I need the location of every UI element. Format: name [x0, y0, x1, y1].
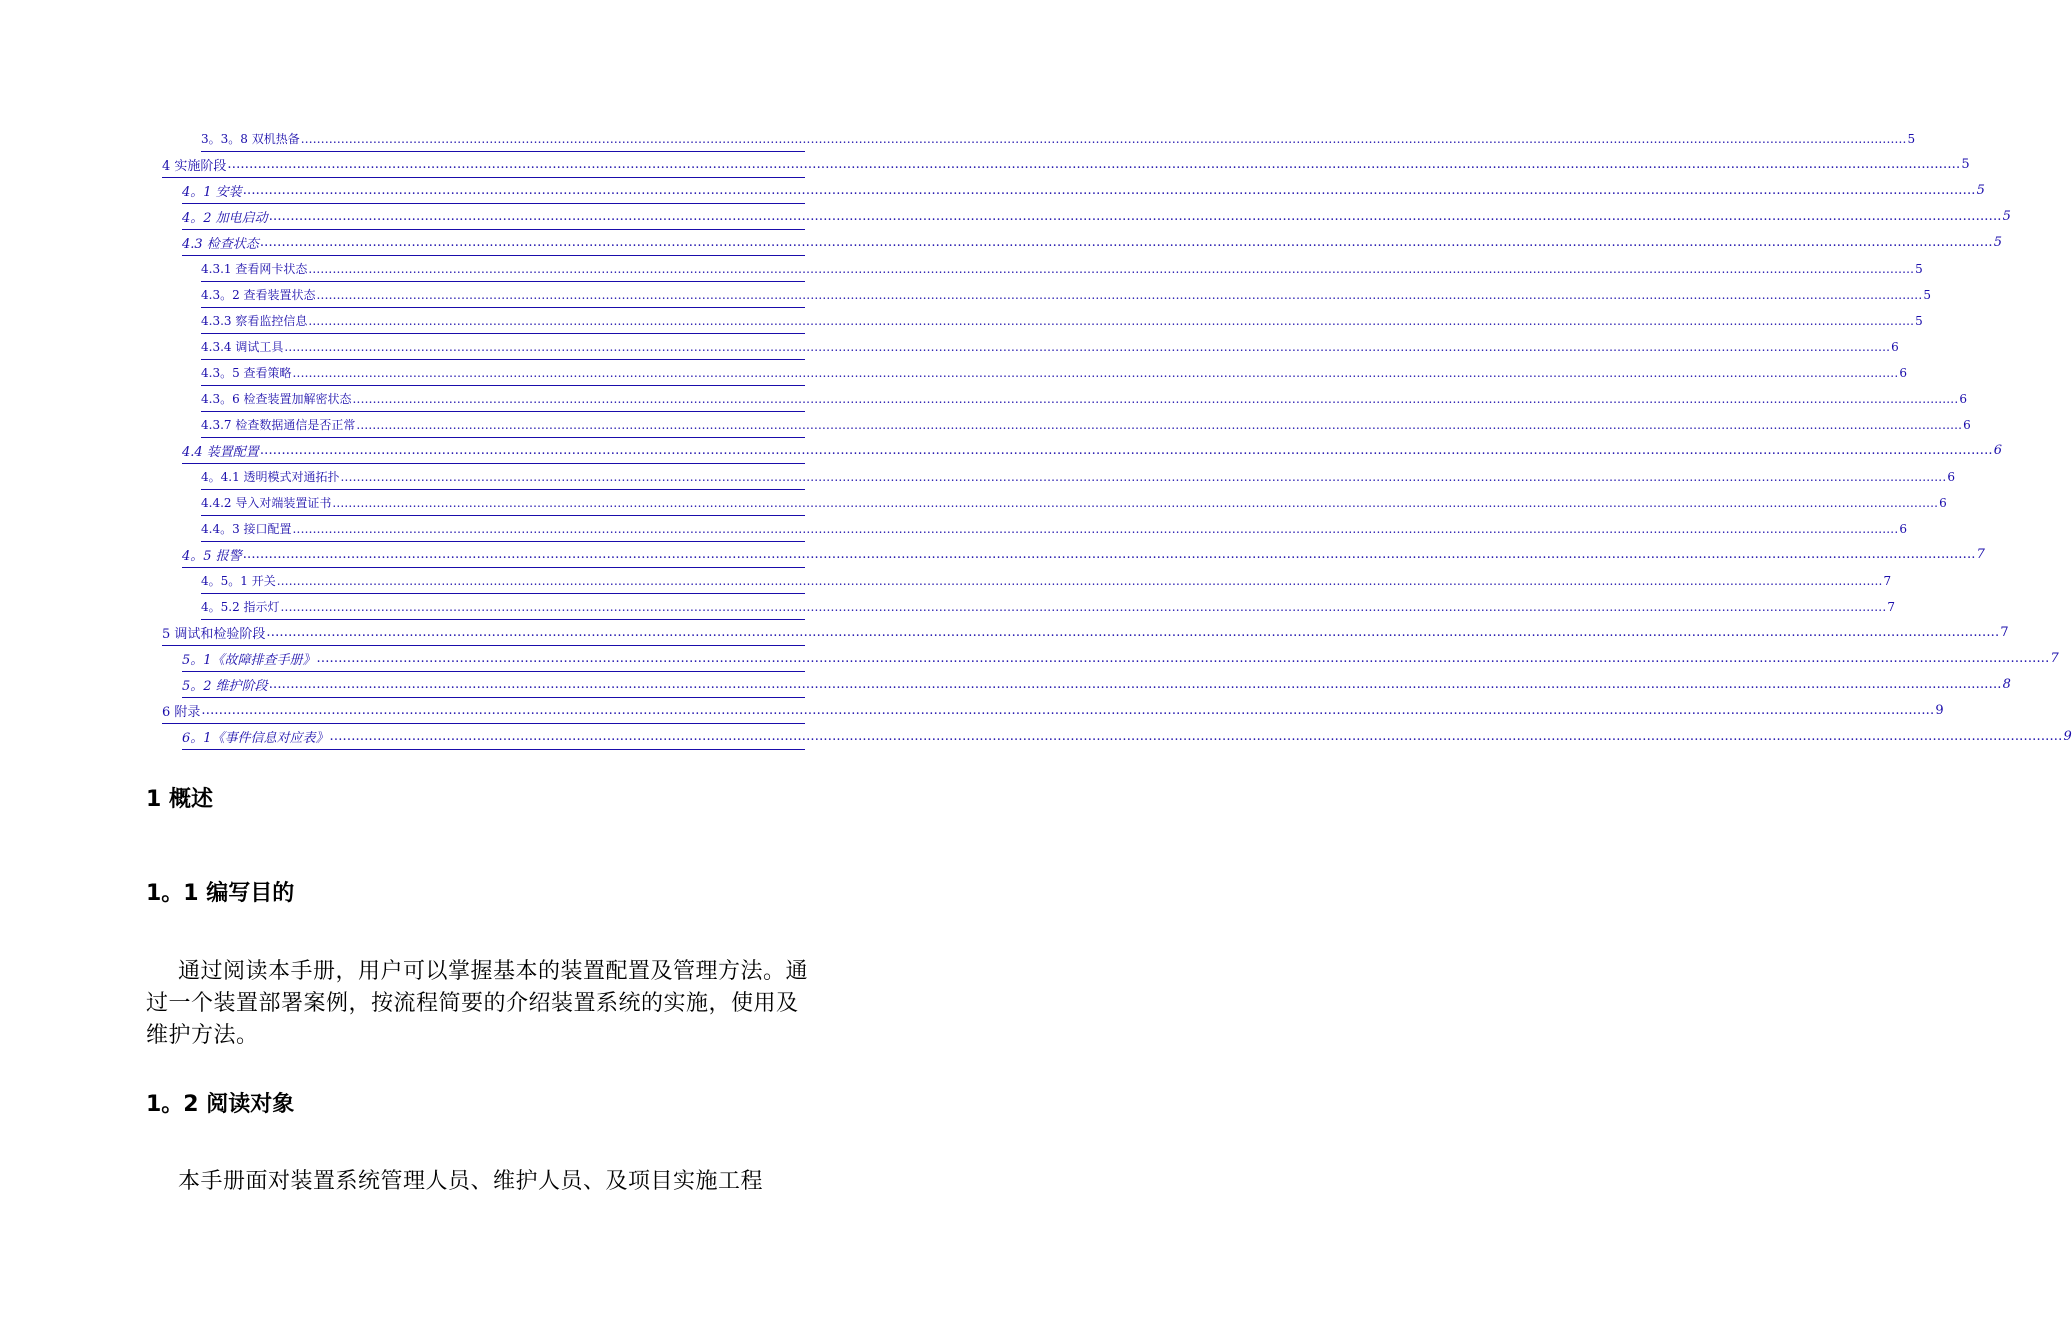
toc-entry-row — [182, 672, 2011, 698]
toc-entry-title: 4.3.1 查看网卡状态 — [201, 262, 308, 276]
paragraph-readers: 本手册面对装置系统管理人员、维护人员、及项目实施工程 — [178, 1169, 764, 1194]
toc-entry[interactable] — [0, 282, 1931, 308]
toc-entry[interactable] — [0, 334, 1899, 360]
toc-dot-leader: ................................................................................................................................................................................................................................................................................................................................................................................................................ — [242, 183, 1976, 198]
toc-entry-title: 4.3.7 检查数据通信是否正常 — [201, 418, 356, 432]
toc-dot-leader: ................................................................................................................................................................................................................................................................................................................................................................................................................ — [329, 729, 2063, 744]
toc-entry-row — [182, 724, 2072, 750]
toc-entry-row — [182, 230, 2003, 256]
toc-entry-title: 6。1《事件信息对应表》 — [182, 731, 329, 746]
toc-entry-row — [201, 568, 1892, 594]
toc-dot-leader: ................................................................................................................................................................................................................................................................................................................................................................................................................ — [276, 573, 1883, 588]
toc-dot-leader: ................................................................................................................................................................................................................................................................................................................................................................................................................ — [332, 495, 1939, 510]
toc-entry-page-number: 5 — [1976, 183, 1985, 198]
toc-entry-row — [201, 308, 1923, 334]
toc-entry-row — [201, 386, 1967, 412]
toc-dot-leader: ................................................................................................................................................................................................................................................................................................................................................................................................................ — [227, 157, 1961, 172]
toc-entry-title: 4。5.2 指示灯 — [201, 600, 280, 614]
toc-entry-row — [201, 594, 1895, 620]
toc-entry-row — [201, 126, 1916, 152]
toc-entry-page-number: 7 — [2050, 651, 2059, 666]
toc-dot-leader: ................................................................................................................................................................................................................................................................................................................................................................................................................ — [280, 599, 1887, 614]
heading-writing-purpose: 1。1 编写目的 — [146, 881, 295, 906]
toc-entry[interactable] — [0, 672, 2011, 698]
toc-entry[interactable] — [0, 490, 1947, 516]
toc-dot-leader: ................................................................................................................................................................................................................................................................................................................................................................................................................ — [292, 521, 1899, 536]
toc-dot-leader: ................................................................................................................................................................................................................................................................................................................................................................................................................ — [268, 677, 2002, 692]
toc-dot-leader: ................................................................................................................................................................................................................................................................................................................................................................................................................ — [259, 235, 1993, 250]
toc-dot-leader: ................................................................................................................................................................................................................................................................................................................................................................................................................ — [242, 547, 1976, 562]
toc-entry-title: 5。1《故障排查手册》 — [182, 653, 316, 668]
toc-entry-row — [201, 256, 1923, 282]
toc-entry-page-number: 5 — [1915, 261, 1923, 276]
heading-overview: 1 概述 — [146, 787, 213, 812]
toc-entry[interactable] — [0, 412, 1971, 438]
toc-entry[interactable] — [0, 516, 1907, 542]
toc-entry[interactable] — [0, 542, 1985, 568]
toc-entry[interactable] — [0, 464, 1955, 490]
toc-entry[interactable] — [0, 594, 1895, 620]
toc-dot-leader: ................................................................................................................................................................................................................................................................................................................................................................................................................ — [259, 443, 1993, 458]
toc-dot-leader: ................................................................................................................................................................................................................................................................................................................................................................................................................ — [340, 469, 1947, 484]
toc-entry-page-number: 7 — [1976, 547, 1985, 562]
toc-entry-page-number: 5 — [1993, 235, 2003, 250]
heading-readers: 1。2 阅读对象 — [146, 1092, 295, 1117]
toc-dot-leader: ................................................................................................................................................................................................................................................................................................................................................................................................................ — [292, 365, 1899, 380]
toc-entry-row — [182, 542, 1985, 568]
toc-dot-leader: ................................................................................................................................................................................................................................................................................................................................................................................................................ — [352, 391, 1959, 406]
paragraph-writing-purpose: 通过阅读本手册，用户可以掌握基本的装置配置及管理方法。通过一个装置部署案例，按流程简要的介绍装置系统的实施，使用及维护方法。 — [146, 959, 809, 1048]
toc-entry-row — [162, 152, 1970, 178]
toc-entry-page-number: 6 — [1993, 443, 2003, 458]
toc-entry-page-number: 5 — [2002, 209, 2011, 224]
toc-entry-page-number: 5 — [1923, 287, 1931, 302]
toc-entry-title: 4.4 装置配置 — [182, 445, 259, 460]
toc-entry-title: 4.4。3 接口配置 — [201, 522, 292, 536]
toc-dot-leader: ................................................................................................................................................................................................................................................................................................................................................................................................................ — [201, 703, 1935, 718]
table-of-contents — [0, 126, 2072, 750]
toc-entry-row — [162, 698, 1944, 724]
toc-entry[interactable] — [0, 386, 1967, 412]
toc-entry-page-number: 6 — [1891, 339, 1899, 354]
toc-entry-page-number: 8 — [2002, 677, 2011, 692]
toc-entry[interactable] — [0, 620, 2009, 646]
toc-entry-row — [201, 464, 1955, 490]
toc-dot-leader: ................................................................................................................................................................................................................................................................................................................................................................................................................ — [300, 131, 1907, 146]
toc-dot-leader: ................................................................................................................................................................................................................................................................................................................................................................................................................ — [308, 261, 1915, 276]
toc-entry[interactable] — [0, 308, 1923, 334]
toc-entry-page-number: 7 — [1883, 573, 1892, 588]
toc-entry-title: 4。1 安装 — [182, 185, 242, 200]
toc-entry-page-number: 6 — [1899, 521, 1907, 536]
toc-entry-page-number: 5 — [1907, 131, 1916, 146]
toc-entry[interactable] — [0, 568, 1892, 594]
toc-entry-row — [182, 178, 1985, 204]
toc-dot-leader: ................................................................................................................................................................................................................................................................................................................................................................................................................ — [316, 651, 2050, 666]
toc-entry-page-number: 7 — [2000, 625, 2009, 640]
toc-entry-row — [182, 438, 2003, 464]
toc-entry[interactable] — [0, 256, 1923, 282]
toc-dot-leader: ................................................................................................................................................................................................................................................................................................................................................................................................................ — [308, 313, 1915, 328]
toc-entry[interactable] — [0, 178, 1985, 204]
toc-entry-page-number: 5 — [1961, 157, 1970, 172]
toc-entry-row — [201, 360, 1907, 386]
toc-entry-title: 4 实施阶段 — [162, 159, 227, 174]
toc-entry-title: 4。2 加电启动 — [182, 211, 268, 226]
toc-entry-title: 4。5 报警 — [182, 549, 242, 564]
toc-entry-row — [182, 646, 2059, 672]
toc-dot-leader: ................................................................................................................................................................................................................................................................................................................................................................................................................ — [284, 339, 1891, 354]
toc-entry-title: 4.3。6 检查装置加解密状态 — [201, 392, 352, 406]
toc-entry-row — [201, 334, 1899, 360]
toc-entry-title: 6 附录 — [162, 705, 201, 720]
toc-entry[interactable] — [0, 204, 2011, 230]
toc-dot-leader: ................................................................................................................................................................................................................................................................................................................................................................................................................ — [316, 287, 1923, 302]
toc-entry-page-number: 6 — [1963, 417, 1971, 432]
toc-dot-leader: ................................................................................................................................................................................................................................................................................................................................................................................................................ — [266, 625, 2000, 640]
toc-entry[interactable] — [0, 230, 2003, 256]
toc-entry-page-number: 5 — [1915, 313, 1923, 328]
toc-entry-page-number: 9 — [1935, 703, 1944, 718]
toc-entry-title: 4.3。5 查看策略 — [201, 366, 292, 380]
toc-dot-leader: ................................................................................................................................................................................................................................................................................................................................................................................................................ — [268, 209, 2002, 224]
toc-entry[interactable] — [0, 646, 2059, 672]
toc-entry[interactable] — [0, 126, 1916, 152]
toc-entry[interactable] — [0, 152, 1970, 178]
toc-entry-page-number: 7 — [1887, 599, 1895, 614]
toc-entry-title: 4。4.1 透明模式对通拓扑 — [201, 470, 340, 484]
toc-entry-row — [201, 516, 1907, 542]
toc-entry-title: 3。3。8 双机热备 — [201, 132, 300, 146]
toc-entry-title: 4。5。1 开关 — [201, 574, 276, 588]
toc-entry-row — [182, 204, 2011, 230]
toc-entry[interactable] — [0, 698, 1944, 724]
toc-entry-row — [162, 620, 2009, 646]
toc-entry-title: 4.3.4 调试工具 — [201, 340, 284, 354]
toc-entry[interactable] — [0, 360, 1907, 386]
toc-entry-title: 4.3 检查状态 — [182, 237, 259, 252]
toc-dot-leader: ................................................................................................................................................................................................................................................................................................................................................................................................................ — [356, 417, 1963, 432]
toc-entry-page-number: 6 — [1959, 391, 1967, 406]
toc-entry-title: 4.4.2 导入对端装置证书 — [201, 496, 332, 510]
toc-entry-page-number: 6 — [1899, 365, 1907, 380]
toc-entry-title: 4.3.3 察看监控信息 — [201, 314, 308, 328]
toc-entry-title: 4.3。2 查看装置状态 — [201, 288, 316, 302]
toc-entry-title: 5。2 维护阶段 — [182, 679, 268, 694]
toc-entry-row — [201, 490, 1947, 516]
toc-entry-page-number: 9 — [2063, 729, 2072, 744]
toc-entry-title: 5 调试和检验阶段 — [162, 627, 266, 642]
toc-entry-row — [201, 282, 1931, 308]
toc-entry-row — [201, 412, 1971, 438]
toc-entry[interactable] — [0, 438, 2003, 464]
toc-entry-page-number: 6 — [1947, 469, 1955, 484]
toc-entry[interactable] — [0, 724, 2072, 750]
toc-entry-page-number: 6 — [1939, 495, 1947, 510]
